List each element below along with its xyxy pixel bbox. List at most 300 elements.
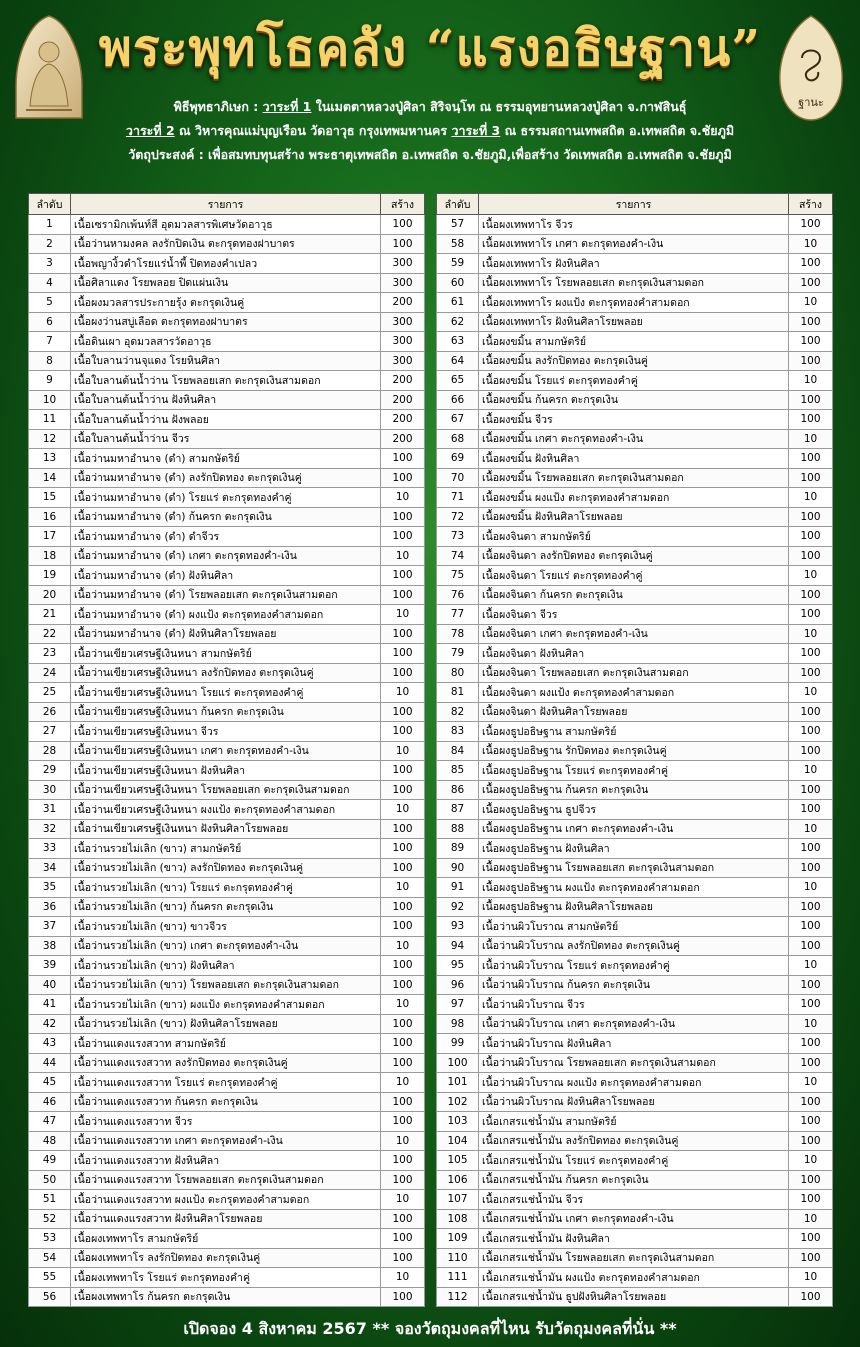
row-number: 1 <box>29 215 71 235</box>
row-item: เนื้อว่านมหาอำนาจ (ดำ) สามกษัตริย์ <box>71 449 381 469</box>
table-row <box>437 566 833 586</box>
row-number: 65 <box>437 371 479 391</box>
table-row <box>29 468 425 488</box>
row-number: 22 <box>29 624 71 644</box>
table-row <box>437 761 833 781</box>
table-row <box>437 234 833 254</box>
row-item: เนื้อว่านมหาอำนาจ (ดำ) ก้นครก ตะกรุดเงิน <box>71 507 381 527</box>
table-row <box>437 624 833 644</box>
footer-note: เปิดจอง 4 สิงหาคม 2567 ** จองวัตถุมงคลที่ไหน รับวัตถุมงคลที่นั่น ** <box>183 1319 677 1338</box>
table-row <box>29 1170 425 1190</box>
table-row <box>29 273 425 293</box>
row-number: 91 <box>437 878 479 898</box>
table-row <box>437 507 833 527</box>
table-row <box>437 1268 833 1288</box>
table-row <box>29 1268 425 1288</box>
table-row <box>437 878 833 898</box>
row-number: 100 <box>437 1053 479 1073</box>
row-item: เนื้อผงธูปอธิษฐาน ก้นครก ตะกรุดเงิน <box>479 780 789 800</box>
row-number: 110 <box>437 1248 479 1268</box>
row-number: 40 <box>29 975 71 995</box>
header-no: ลำดับ <box>29 194 71 215</box>
items-table-right <box>436 193 833 1307</box>
row-item: เนื้อผงจินดา ก้นครก ตะกรุดเงิน <box>479 585 789 605</box>
table-row <box>29 1287 425 1307</box>
row-item: เนื้อว่านแดงแรงสวาท เกศา ตะกรุดทองคำ-เงิน <box>71 1131 381 1151</box>
row-item: เนื้อว่านมหาอำนาจ (ดำ) ฝังหินศิลา <box>71 566 381 586</box>
row-item: เนื้อผงธูปอธิษฐาน รักปิดทอง ตะกรุดเงินคู่ <box>479 741 789 761</box>
table-row <box>437 449 833 469</box>
table-row <box>437 683 833 703</box>
table-row <box>29 956 425 976</box>
table-row <box>437 1034 833 1054</box>
row-number: 20 <box>29 585 71 605</box>
row-quantity: 100 <box>381 819 425 839</box>
row-number: 94 <box>437 936 479 956</box>
header-no: ลำดับ <box>437 194 479 215</box>
row-number: 24 <box>29 663 71 683</box>
table-row <box>437 702 833 722</box>
row-number: 72 <box>437 507 479 527</box>
row-number: 95 <box>437 956 479 976</box>
row-item: เนื้อผงธูปอธิษฐาน ฝังหินศิลา <box>479 839 789 859</box>
row-number: 17 <box>29 527 71 547</box>
table-row <box>437 644 833 664</box>
row-item: เนื้อว่านแดงแรงสวาท ฝังหินศิลาโรยพลอย <box>71 1209 381 1229</box>
table-row <box>29 390 425 410</box>
table-row <box>437 488 833 508</box>
header-item: รายการ <box>479 194 789 215</box>
ceremony-label: พิธีพุทธาภิเษก : <box>173 99 263 114</box>
row-quantity: 100 <box>789 839 833 859</box>
row-quantity: 10 <box>381 995 425 1015</box>
table-row <box>437 1287 833 1307</box>
row-number: 108 <box>437 1209 479 1229</box>
row-number: 37 <box>29 917 71 937</box>
row-quantity: 10 <box>381 1073 425 1093</box>
round-3-text: ณ ธรรมสถานเทพสถิต อ.เทพสถิต จ.ชัยภูมิ <box>500 123 735 138</box>
row-item: เนื้อผงจินดา ลงรักปิดทอง ตะกรุดเงินคู่ <box>479 546 789 566</box>
table-row <box>437 410 833 430</box>
table-row <box>29 780 425 800</box>
row-item: เนื้อใบลานต้นน้ำว่าน ฝังหินศิลา <box>71 390 381 410</box>
row-quantity: 100 <box>789 702 833 722</box>
row-number: 27 <box>29 722 71 742</box>
row-item: เนื้อผงเทพทาโร จีวร <box>479 215 789 235</box>
header-item: รายการ <box>71 194 381 215</box>
row-quantity: 100 <box>381 839 425 859</box>
table-row <box>437 351 833 371</box>
row-quantity: 200 <box>381 410 425 430</box>
row-item: เนื้อว่านรวยไม่เลิก (ขาว) สามกษัตริย์ <box>71 839 381 859</box>
row-quantity: 10 <box>381 488 425 508</box>
row-quantity: 100 <box>381 780 425 800</box>
row-item: เนื้อว่านรวยไม่เลิก (ขาว) ลงรักปิดทอง ตะกรุดเงินคู่ <box>71 858 381 878</box>
row-quantity: 100 <box>381 234 425 254</box>
row-number: 103 <box>437 1112 479 1132</box>
row-item: เนื้อว่านเขียวเศรษฐีเงินหนา สามกษัตริย์ <box>71 644 381 664</box>
row-item: เนื้อว่านรวยไม่เลิก (ขาว) ขาวจีวร <box>71 917 381 937</box>
row-number: 26 <box>29 702 71 722</box>
row-item: เนื้อพญางิ้วดำโรยแร่น้ำพี้ ปิดทองคำเปลว <box>71 254 381 274</box>
row-number: 107 <box>437 1190 479 1210</box>
row-quantity: 100 <box>789 644 833 664</box>
table-row <box>29 858 425 878</box>
table-row <box>437 1170 833 1190</box>
row-quantity: 300 <box>381 273 425 293</box>
row-item: เนื้อว่านเขียวเศรษฐีเงินหนา ผงแป้ง ตะกรุดทองคำสามดอก <box>71 800 381 820</box>
row-number: 42 <box>29 1014 71 1034</box>
row-number: 71 <box>437 488 479 508</box>
row-quantity: 10 <box>789 1014 833 1034</box>
row-number: 67 <box>437 410 479 430</box>
row-number: 62 <box>437 312 479 332</box>
round-1-label: วาระที่ 1 <box>262 99 312 114</box>
row-number: 33 <box>29 839 71 859</box>
table-row <box>437 332 833 352</box>
row-number: 80 <box>437 663 479 683</box>
table-row <box>437 839 833 859</box>
table-row <box>29 878 425 898</box>
row-item: เนื้อผงเทพทาโร โรยแร่ ตะกรุดทองคำคู่ <box>71 1268 381 1288</box>
row-quantity: 100 <box>381 761 425 781</box>
row-number: 50 <box>29 1170 71 1190</box>
row-item: เนื้อเกสรแช่น้ำมัน ลงรักปิดทอง ตะกรุดเงินคู่ <box>479 1131 789 1151</box>
row-item: เนื้อใบลานต้นน้ำว่าน จีวร <box>71 429 381 449</box>
table-row <box>29 312 425 332</box>
row-item: เนื้อผงมวลสารประกายรุ้ง ตะกรุดเงินคู่ <box>71 293 381 313</box>
row-quantity: 100 <box>789 897 833 917</box>
row-quantity: 100 <box>381 1092 425 1112</box>
row-number: 55 <box>29 1268 71 1288</box>
row-quantity: 100 <box>381 644 425 664</box>
row-number: 63 <box>437 332 479 352</box>
row-number: 31 <box>29 800 71 820</box>
row-number: 90 <box>437 858 479 878</box>
table-row <box>437 429 833 449</box>
amulet-inscription: ฐานะ <box>798 96 824 109</box>
row-quantity: 300 <box>381 254 425 274</box>
row-number: 39 <box>29 956 71 976</box>
row-number: 66 <box>437 390 479 410</box>
row-number: 68 <box>437 429 479 449</box>
row-number: 19 <box>29 566 71 586</box>
row-number: 52 <box>29 1209 71 1229</box>
table-row <box>29 1092 425 1112</box>
row-quantity: 200 <box>381 293 425 313</box>
row-quantity: 100 <box>381 956 425 976</box>
round-3-label: วาระที่ 3 <box>451 123 501 138</box>
row-item: เนื้อใบลานต้นน้ำว่าน ฝังพลอย <box>71 410 381 430</box>
row-quantity: 100 <box>789 585 833 605</box>
row-quantity: 100 <box>789 1248 833 1268</box>
row-number: 44 <box>29 1053 71 1073</box>
row-number: 76 <box>437 585 479 605</box>
table-row <box>29 585 425 605</box>
table-row <box>29 254 425 274</box>
row-item: เนื้อผงขมิ้น ฝังหินศิลาโรยพลอย <box>479 507 789 527</box>
table-row <box>29 429 425 449</box>
row-item: เนื้อว่านแดงแรงสวาท ฝังหินศิลา <box>71 1151 381 1171</box>
row-quantity: 100 <box>789 507 833 527</box>
row-item: เนื้อว่านผิวโบราณ ก้นครก ตะกรุดเงิน <box>479 975 789 995</box>
table-body-left <box>29 215 425 1307</box>
row-quantity: 10 <box>381 936 425 956</box>
row-number: 112 <box>437 1287 479 1307</box>
row-quantity: 100 <box>789 858 833 878</box>
row-item: เนื้อเกสรแช่น้ำมัน เกศา ตะกรุดทองคำ-เงิน <box>479 1209 789 1229</box>
row-quantity: 100 <box>789 312 833 332</box>
row-item: เนื้อว่านเขียวเศรษฐีเงินหนา ฝังหินศิลาโรยพลอย <box>71 819 381 839</box>
row-number: 34 <box>29 858 71 878</box>
row-number: 70 <box>437 468 479 488</box>
row-quantity: 10 <box>789 1209 833 1229</box>
row-quantity: 100 <box>789 1131 833 1151</box>
row-quantity: 10 <box>789 234 833 254</box>
row-item: เนื้อเกสรแช่น้ำมัน ผงแป้ง ตะกรุดทองคำสามดอก <box>479 1268 789 1288</box>
table-row <box>437 800 833 820</box>
row-quantity: 100 <box>381 1053 425 1073</box>
row-number: 59 <box>437 254 479 274</box>
row-item: เนื้อว่านแดงแรงสวาท สามกษัตริย์ <box>71 1034 381 1054</box>
row-number: 23 <box>29 644 71 664</box>
table-row <box>437 293 833 313</box>
row-quantity: 100 <box>381 1209 425 1229</box>
table-row <box>29 1073 425 1093</box>
row-item: เนื้อผงธูปอธิษฐาน ฝังหินศิลาโรยพลอย <box>479 897 789 917</box>
row-item: เนื้อผงขมิ้น ฝังหินศิลา <box>479 449 789 469</box>
row-number: 98 <box>437 1014 479 1034</box>
row-number: 105 <box>437 1151 479 1171</box>
row-quantity: 10 <box>381 605 425 625</box>
table-row <box>29 332 425 352</box>
purpose-line: วัตถุประสงค์ : เพื่อสมทบทุนสร้าง พระธาตุเทพสถิต อ.เทพสถิต จ.ชัยภูมิ,เพื่อสร้าง วัดเทพสถิต อ.เทพสถิต จ.ชัยภูมิ <box>128 147 732 162</box>
row-item: เนื้อผงขมิ้น เกศา ตะกรุดทองคำ-เงิน <box>479 429 789 449</box>
row-number: 58 <box>437 234 479 254</box>
row-item: เนื้อใบลานต้นน้ำว่าน โรยพลอยเสก ตะกรุดเงินสามดอก <box>71 371 381 391</box>
row-quantity: 100 <box>789 780 833 800</box>
row-number: 49 <box>29 1151 71 1171</box>
row-item: เนื้อเกสรแช่น้ำมัน โรยแร่ ตะกรุดทองคำคู่ <box>479 1151 789 1171</box>
row-number: 86 <box>437 780 479 800</box>
row-item: เนื้อใบลานว่านจุแดง โรยหินศิลา <box>71 351 381 371</box>
row-item: เนื้อว่านเขียวเศรษฐีเงินหนา ก้นครก ตะกรุดเงิน <box>71 702 381 722</box>
table-row <box>29 624 425 644</box>
row-item: เนื้อว่านแดงแรงสวาท โรยพลอยเสก ตะกรุดเงินสามดอก <box>71 1170 381 1190</box>
row-item: เนื้อผงธูปอธิษฐาน ธูปจีวร <box>479 800 789 820</box>
row-number: 99 <box>437 1034 479 1054</box>
row-quantity: 100 <box>381 1229 425 1249</box>
row-item: เนื้อว่านเขียวเศรษฐีเงินหนา โรยแร่ ตะกรุดทองคำคู่ <box>71 683 381 703</box>
table-row <box>437 273 833 293</box>
row-number: 45 <box>29 1073 71 1093</box>
row-number: 77 <box>437 605 479 625</box>
table-row <box>29 449 425 469</box>
row-number: 69 <box>437 449 479 469</box>
table-body-right <box>437 215 833 1307</box>
table-row <box>437 858 833 878</box>
row-quantity: 100 <box>789 1170 833 1190</box>
row-number: 25 <box>29 683 71 703</box>
table-row <box>29 722 425 742</box>
row-quantity: 100 <box>789 1112 833 1132</box>
row-number: 9 <box>29 371 71 391</box>
table-row <box>437 1131 833 1151</box>
row-quantity: 100 <box>789 975 833 995</box>
row-number: 82 <box>437 702 479 722</box>
row-item: เนื้อว่านเขียวเศรษฐีเงินหนา เกศา ตะกรุดทองคำ-เงิน <box>71 741 381 761</box>
row-quantity: 100 <box>381 624 425 644</box>
table-row <box>437 390 833 410</box>
row-item: เนื้อว่านมหาอำนาจ (ดำ) เกศา ตะกรุดทองคำ-เงิน <box>71 546 381 566</box>
row-number: 57 <box>437 215 479 235</box>
row-item: เนื้อเกสรแช่น้ำมัน ฝังหินศิลา <box>479 1229 789 1249</box>
row-number: 15 <box>29 488 71 508</box>
table-row <box>437 1053 833 1073</box>
row-quantity: 300 <box>381 351 425 371</box>
row-number: 46 <box>29 1092 71 1112</box>
table-header-row <box>29 194 425 215</box>
row-quantity: 10 <box>789 819 833 839</box>
row-quantity: 100 <box>789 663 833 683</box>
table-row <box>437 1073 833 1093</box>
round-1-text: ในเมตตาหลวงปู่ศิลา สิริจนฺโท ณ ธรรมอุทยานหลวงปู่ศิลา จ.กาฬสินธุ์ <box>311 99 687 114</box>
row-quantity: 10 <box>381 546 425 566</box>
table-row <box>437 605 833 625</box>
table-row <box>437 995 833 1015</box>
table-row <box>29 546 425 566</box>
row-item: เนื้อว่านมหาอำนาจ (ดำ) โรยพลอยเสก ตะกรุดเงินสามดอก <box>71 585 381 605</box>
row-item: เนื้อว่านมหาอำนาจ (ดำ) ฝังหินศิลาโรยพลอย <box>71 624 381 644</box>
row-number: 13 <box>29 449 71 469</box>
row-quantity: 10 <box>381 878 425 898</box>
row-number: 106 <box>437 1170 479 1190</box>
row-number: 6 <box>29 312 71 332</box>
row-number: 60 <box>437 273 479 293</box>
row-item: เนื้อเกสรแช่น้ำมัน สามกษัตริย์ <box>479 1112 789 1132</box>
table-row <box>29 1151 425 1171</box>
header-qty: สร้าง <box>789 194 833 215</box>
row-item: เนื้อว่านมหาอำนาจ (ดำ) ดำจีวร <box>71 527 381 547</box>
table-row <box>437 371 833 391</box>
row-quantity: 100 <box>381 897 425 917</box>
row-quantity: 100 <box>381 527 425 547</box>
table-row <box>437 722 833 742</box>
row-number: 73 <box>437 527 479 547</box>
table-row <box>437 956 833 976</box>
row-quantity: 100 <box>381 507 425 527</box>
row-quantity: 100 <box>381 449 425 469</box>
table-row <box>29 605 425 625</box>
row-quantity: 100 <box>381 702 425 722</box>
row-number: 36 <box>29 897 71 917</box>
row-quantity: 100 <box>789 273 833 293</box>
row-item: เนื้อผงธูปอธิษฐาน ผงแป้ง ตะกรุดทองคำสามดอก <box>479 878 789 898</box>
table-row <box>29 995 425 1015</box>
table-row <box>437 1248 833 1268</box>
row-number: 16 <box>29 507 71 527</box>
row-item: เนื้อว่านมหาอำนาจ (ดำ) ผงแป้ง ตะกรุดทองคำสามดอก <box>71 605 381 625</box>
row-item: เนื้อผงว่านสบู่เลือด ตะกรุดทองฝาบาตร <box>71 312 381 332</box>
table-row <box>29 741 425 761</box>
row-quantity: 300 <box>381 312 425 332</box>
row-item: เนื้อผงจินดา สามกษัตริย์ <box>479 527 789 547</box>
row-quantity: 100 <box>789 936 833 956</box>
row-number: 43 <box>29 1034 71 1054</box>
row-number: 29 <box>29 761 71 781</box>
row-quantity: 10 <box>789 566 833 586</box>
table-row <box>29 819 425 839</box>
row-number: 89 <box>437 839 479 859</box>
row-item: เนื้อว่านผิวโบราณ ลงรักปิดทอง ตะกรุดเงินคู่ <box>479 936 789 956</box>
row-number: 79 <box>437 644 479 664</box>
row-quantity: 100 <box>789 741 833 761</box>
row-number: 102 <box>437 1092 479 1112</box>
row-quantity: 100 <box>789 390 833 410</box>
row-quantity: 100 <box>381 1014 425 1034</box>
table-row <box>437 1229 833 1249</box>
row-quantity: 100 <box>789 351 833 371</box>
row-item: เนื้อว่านรวยไม่เลิก (ขาว) เกศา ตะกรุดทองคำ-เงิน <box>71 936 381 956</box>
table-row <box>29 507 425 527</box>
table-row <box>29 1112 425 1132</box>
row-quantity: 100 <box>789 1053 833 1073</box>
table-row <box>29 1209 425 1229</box>
row-quantity: 10 <box>789 956 833 976</box>
row-quantity: 100 <box>789 1034 833 1054</box>
ceremony-line-1 <box>0 96 860 118</box>
row-quantity: 100 <box>789 546 833 566</box>
table-row <box>29 410 425 430</box>
table-row <box>29 1053 425 1073</box>
row-number: 83 <box>437 722 479 742</box>
row-quantity: 10 <box>789 1073 833 1093</box>
round-2-text: ณ วิหารคุณแม่บุญเรือน วัดอาวุธ กรุงเทพมหานคร <box>174 123 452 138</box>
row-number: 8 <box>29 351 71 371</box>
row-item: เนื้อผงธูปอธิษฐาน เกศา ตะกรุดทองคำ-เงิน <box>479 819 789 839</box>
row-quantity: 100 <box>789 468 833 488</box>
row-number: 111 <box>437 1268 479 1288</box>
table-row <box>437 1014 833 1034</box>
row-item: เนื้อผงเทพทาโร ลงรักปิดทอง ตะกรุดเงินคู่ <box>71 1248 381 1268</box>
row-item: เนื้อผงเทพทาโร ก้นครก ตะกรุดเงิน <box>71 1287 381 1307</box>
row-item: เนื้อผงเทพทาโร ฝังหินศิลาโรยพลอย <box>479 312 789 332</box>
table-row <box>437 546 833 566</box>
row-number: 18 <box>29 546 71 566</box>
row-number: 30 <box>29 780 71 800</box>
row-quantity: 100 <box>381 468 425 488</box>
table-row <box>29 761 425 781</box>
row-item: เนื้อว่านผิวโบราณ โรยพลอยเสก ตะกรุดเงินสามดอก <box>479 1053 789 1073</box>
table-row <box>29 800 425 820</box>
table-row <box>437 897 833 917</box>
row-number: 96 <box>437 975 479 995</box>
row-quantity: 10 <box>789 293 833 313</box>
row-quantity: 100 <box>789 800 833 820</box>
table-row <box>29 351 425 371</box>
table-row <box>29 1190 425 1210</box>
row-item: เนื้อผงจินดา เกศา ตะกรุดทองคำ-เงิน <box>479 624 789 644</box>
row-number: 109 <box>437 1229 479 1249</box>
row-quantity: 100 <box>789 1092 833 1112</box>
row-number: 87 <box>437 800 479 820</box>
table-row <box>437 1112 833 1132</box>
table-row <box>29 897 425 917</box>
table-row <box>29 644 425 664</box>
table-row <box>29 663 425 683</box>
row-item: เนื้อว่านผิวโบราณ ฝังหินศิลา <box>479 1034 789 1054</box>
row-quantity: 300 <box>381 332 425 352</box>
